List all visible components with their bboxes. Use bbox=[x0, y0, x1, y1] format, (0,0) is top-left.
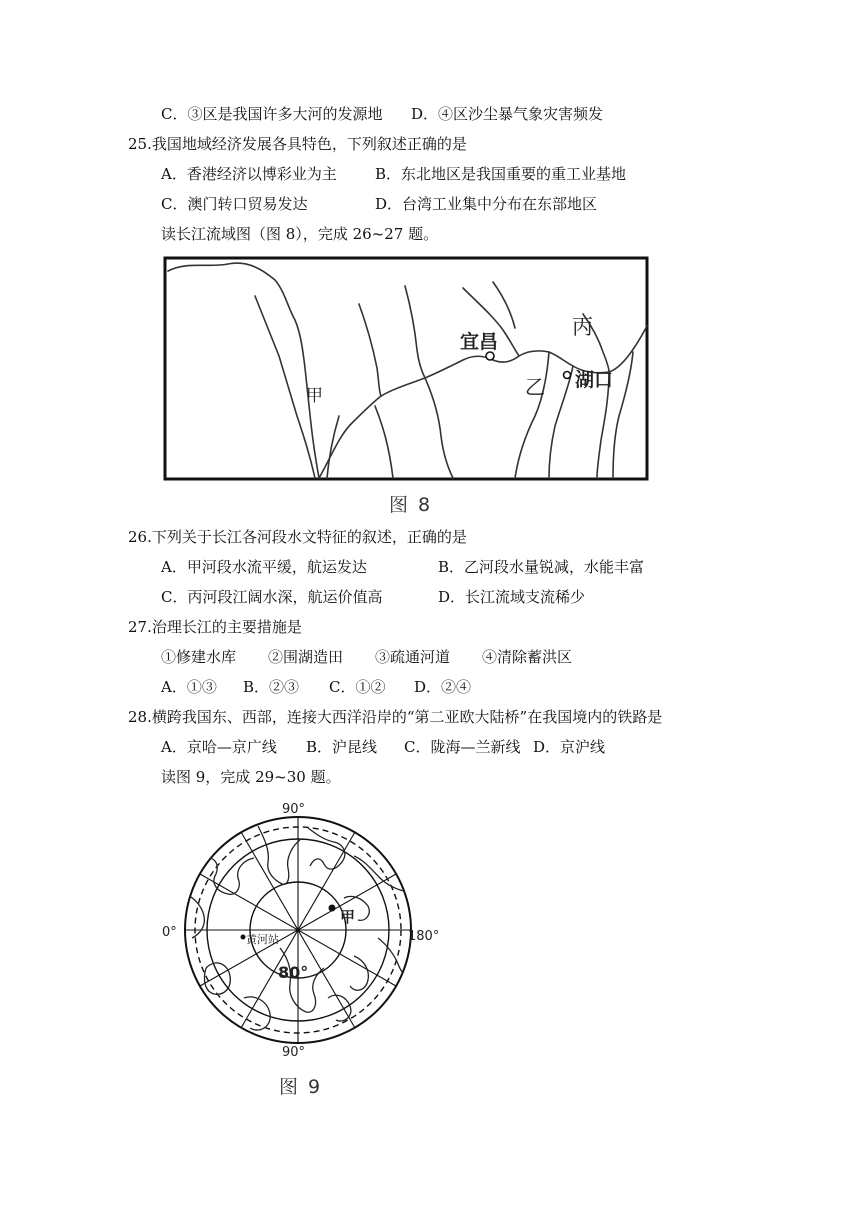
q24-option-c: C．③区是我国许多大河的发源地 bbox=[161, 105, 383, 123]
q27-stem: 27.治理长江的主要措施是 bbox=[128, 618, 302, 636]
station-marker bbox=[241, 935, 246, 940]
q27-item-2: ②围湖造田 bbox=[268, 648, 344, 666]
q27-item-3: ③疏通河道 bbox=[375, 648, 451, 666]
label-0-deg: 0° bbox=[162, 925, 177, 940]
q28-option-d: D．京沪线 bbox=[533, 738, 606, 756]
q25-option-b: B．东北地区是我国重要的重工业基地 bbox=[375, 165, 627, 183]
q26-stem: 26.下列关于长江各河段水文特征的叙述，正确的是 bbox=[128, 528, 467, 546]
label-jia: 甲 bbox=[306, 386, 323, 406]
label-station: 黄河站 bbox=[246, 933, 279, 946]
label-top-90: 90° bbox=[282, 802, 306, 817]
figure8-intro: 读长江流域图（图 8），完成 26~27 题。 bbox=[161, 225, 439, 243]
label-jia: 甲 bbox=[340, 908, 356, 926]
label-hukou: 湖口 bbox=[575, 369, 614, 391]
polar-projection-map bbox=[158, 798, 448, 1060]
q26-option-b: B．乙河段水量锐减，水能丰富 bbox=[438, 558, 645, 576]
q27-item-1: ①修建水库 bbox=[161, 648, 237, 666]
q25-option-c: C．澳门转口贸易发达 bbox=[161, 195, 308, 213]
q25-option-a: A．香港经济以博彩业为主 bbox=[161, 165, 337, 183]
q28-option-c: C．陇海—兰新线 bbox=[404, 738, 521, 756]
figure8-caption: 图 8 bbox=[389, 494, 433, 516]
q25-option-d: D．台湾工业集中分布在东部地区 bbox=[375, 195, 598, 213]
figure9-intro: 读图 9，完成 29~30 题。 bbox=[161, 768, 341, 786]
yangtze-basin-map bbox=[163, 256, 649, 482]
label-80-deg: 80° bbox=[278, 963, 309, 982]
q26-option-d: D．长江流域支流稀少 bbox=[438, 588, 586, 606]
q27-option-d: D．②④ bbox=[414, 678, 472, 696]
q26-option-c: C．丙河段江阔水深，航运价值高 bbox=[161, 588, 383, 606]
jia-marker bbox=[329, 905, 336, 912]
q27-option-c: C．①② bbox=[329, 678, 386, 696]
q28-stem: 28.横跨我国东、西部，连接大西洋沿岸的“第二亚欧大陆桥”在我国境内的铁路是 bbox=[128, 708, 663, 726]
label-yichang: 宜昌 bbox=[460, 331, 499, 353]
label-bing: 丙 bbox=[572, 315, 593, 339]
figure9-caption: 图 9 bbox=[279, 1076, 323, 1098]
yichang-marker bbox=[486, 352, 494, 360]
hukou-marker bbox=[564, 372, 571, 379]
label-bottom-90: 90° bbox=[282, 1045, 306, 1060]
q26-option-a: A．甲河段水流平缓，航运发达 bbox=[161, 558, 367, 576]
q27-option-b: B．②③ bbox=[243, 678, 300, 696]
label-180-deg: 180° bbox=[408, 929, 440, 944]
q28-option-b: B．沪昆线 bbox=[306, 738, 378, 756]
q28-option-a: A．京哈—京广线 bbox=[161, 738, 277, 756]
q25-stem: 25.我国地域经济发展各具特色，下列叙述正确的是 bbox=[128, 135, 467, 153]
q27-item-4: ④清除蓄洪区 bbox=[482, 648, 573, 666]
label-yi: 乙 bbox=[525, 375, 545, 399]
q27-option-a: A．①③ bbox=[161, 678, 217, 696]
q24-option-d: D．④区沙尘暴气象灾害频发 bbox=[411, 105, 604, 123]
